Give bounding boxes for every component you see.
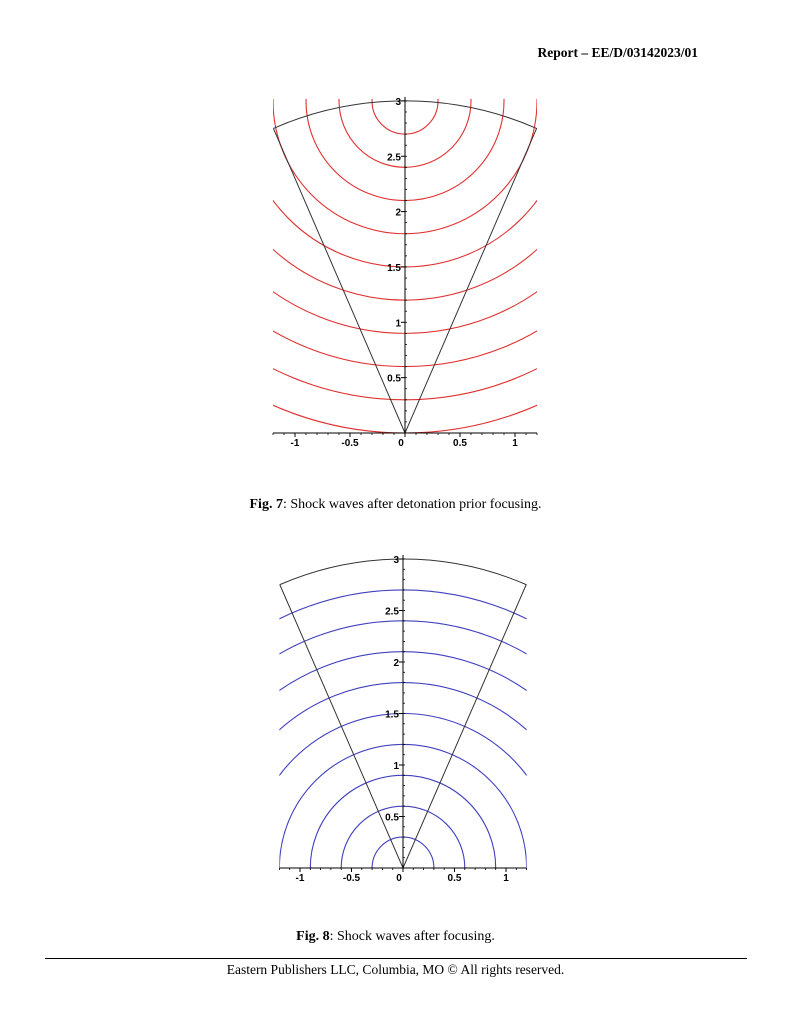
y-tick-label: 2: [393, 658, 399, 669]
y-tick-label: 2.5: [387, 152, 401, 164]
figure-8-label: Fig. 8: [296, 929, 330, 944]
report-id-header: Report – EE/D/03142023/01: [537, 45, 698, 60]
y-tick-label: 2: [395, 207, 401, 219]
x-tick-label: 1: [503, 873, 509, 884]
y-tick-label: 0.5: [385, 812, 399, 824]
y-tick-label: 1.5: [385, 709, 399, 721]
x-tick-label: -1: [295, 873, 305, 884]
figure-7-caption-text: : Shock waves after detonation prior focusing.: [282, 497, 542, 512]
x-tick-label: 0.5: [453, 438, 467, 449]
y-tick-label: 1.5: [387, 262, 401, 274]
y-tick-label: 1: [393, 761, 399, 772]
x-tick-label: 0: [396, 873, 402, 884]
y-tick-label: 3: [393, 555, 399, 566]
y-tick-label: 0.5: [387, 373, 401, 385]
figure-8-caption-text: : Shock waves after focusing.: [329, 929, 495, 944]
x-tick-label: -0.5: [342, 873, 361, 884]
y-tick-label: 3: [395, 96, 401, 108]
y-tick-label: 1: [395, 318, 401, 330]
x-tick-label: 0.5: [447, 873, 462, 884]
x-tick-label: -1: [290, 438, 300, 449]
figure-8-caption: [0, 929, 791, 945]
footer-copyright: Eastern Publishers LLC, Columbia, MO © All rights reserved.: [226, 962, 565, 977]
figure-7-label: Fig. 7: [249, 497, 283, 512]
x-tick-label: 1: [512, 438, 518, 449]
x-tick-label: -0.5: [341, 438, 359, 449]
y-tick-label: 2.5: [385, 606, 399, 618]
footer-divider: [45, 958, 747, 959]
x-tick-label: 0: [398, 438, 404, 449]
